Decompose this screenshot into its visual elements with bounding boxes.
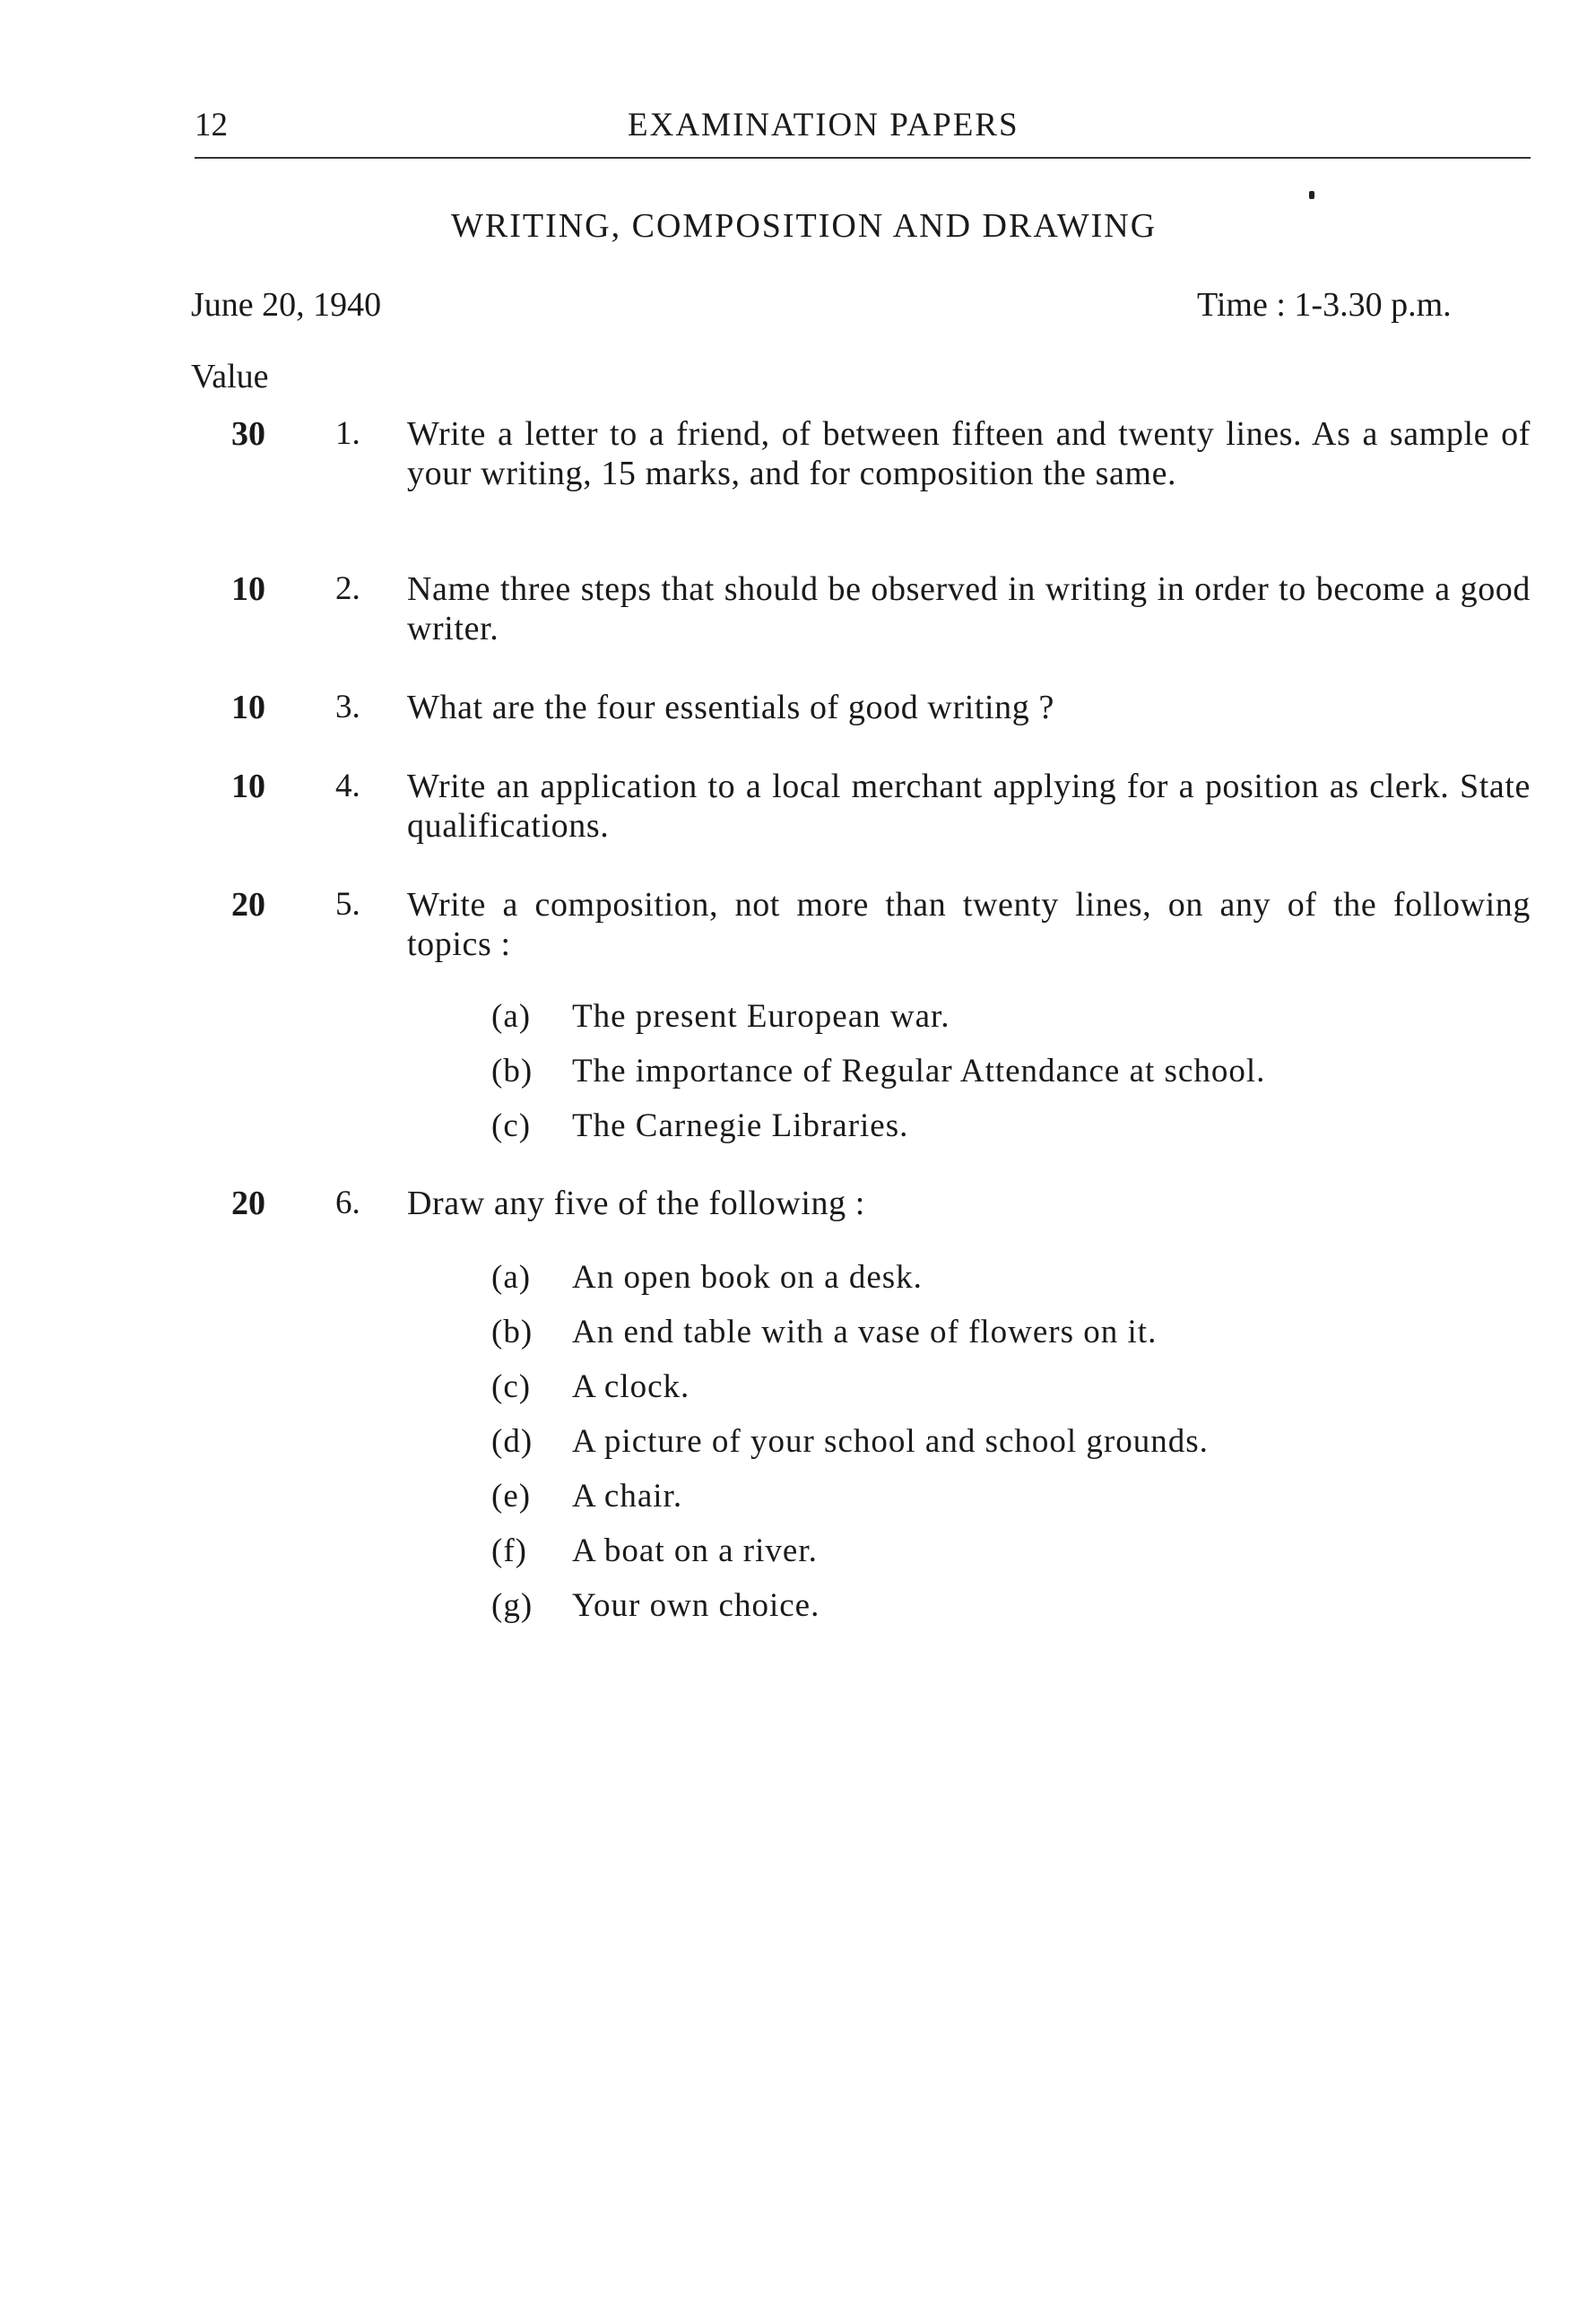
- drawing-label: (b): [491, 1314, 533, 1350]
- section-title: WRITING, COMPOSITION AND DRAWING: [451, 207, 1158, 245]
- drawing-item: [491, 1258, 1209, 1313]
- drawing-label: (g): [491, 1587, 533, 1624]
- header-rule: [195, 157, 1531, 159]
- question-text: Write a composition, not more than twenty lines, on any of the following topics :: [407, 886, 1531, 963]
- question-number: 2.: [335, 570, 360, 607]
- question-value: 10: [231, 689, 265, 726]
- question-number: 4.: [335, 768, 360, 804]
- question-number: 3.: [335, 689, 360, 725]
- question-number: 1.: [335, 415, 360, 452]
- question-5-topics: [491, 997, 1265, 1161]
- running-head: EXAMINATION PAPERS: [628, 107, 1019, 143]
- drawing-label: (f): [491, 1532, 527, 1569]
- question-6-drawing-items: [491, 1258, 1209, 1641]
- drawing-text: Your own choice.: [572, 1587, 820, 1624]
- drawing-item: [491, 1313, 1209, 1367]
- drawing-item: [491, 1532, 1209, 1586]
- topic-text: The importance of Regular Attendance at school.: [572, 1053, 1266, 1090]
- topic-item: [491, 1052, 1265, 1107]
- drawing-text: An open book on a desk.: [572, 1259, 923, 1296]
- question-text: Name three steps that should be observed in writing in order to become a good writer.: [407, 570, 1531, 647]
- topic-text: The Carnegie Libraries.: [572, 1107, 909, 1144]
- drawing-label: (a): [491, 1259, 532, 1296]
- value-column-heading: Value: [191, 358, 269, 395]
- drawing-item: [491, 1586, 1209, 1641]
- question-value: 10: [231, 570, 265, 608]
- drawing-text: A clock.: [572, 1368, 690, 1405]
- drawing-label: (c): [491, 1368, 532, 1405]
- question-value: 20: [231, 1185, 265, 1222]
- ink-speck: [1309, 191, 1314, 199]
- topic-label: (c): [491, 1107, 532, 1144]
- drawing-item: [491, 1367, 1209, 1422]
- question-number: 6.: [335, 1185, 360, 1221]
- question-value: 10: [231, 768, 265, 805]
- question-value: 20: [231, 886, 265, 924]
- question-text: Write a letter to a friend, of between fifteen and twenty lines. As a sample of your writing, 15 marks, and for composition the same.: [407, 415, 1531, 492]
- drawing-label: (e): [491, 1478, 532, 1515]
- drawing-text: A picture of your school and school grounds.: [572, 1423, 1209, 1460]
- question-number: 5.: [335, 886, 360, 923]
- exam-time: Time : 1-3.30 p.m.: [1197, 286, 1452, 324]
- topic-label: (a): [491, 998, 532, 1035]
- drawing-text: An end table with a vase of flowers on it.: [572, 1314, 1158, 1350]
- topic-label: (b): [491, 1053, 533, 1090]
- topic-item: [491, 997, 1265, 1052]
- drawing-item: [491, 1422, 1209, 1477]
- topic-text: The present European war.: [572, 998, 950, 1035]
- drawing-text: A boat on a river.: [572, 1532, 818, 1569]
- drawing-item: [491, 1477, 1209, 1532]
- question-text: Write an application to a local merchant applying for a position as clerk. State qualifications.: [407, 768, 1531, 845]
- question-text: What are the four essentials of good writing ?: [407, 689, 1054, 726]
- drawing-label: (d): [491, 1423, 533, 1460]
- question-value: 30: [231, 415, 265, 453]
- exam-date: June 20, 1940: [191, 286, 382, 324]
- question-text: Draw any five of the following :: [407, 1185, 865, 1222]
- drawing-text: A chair.: [572, 1478, 683, 1515]
- page-number: 12: [195, 107, 228, 143]
- topic-item: [491, 1107, 1265, 1161]
